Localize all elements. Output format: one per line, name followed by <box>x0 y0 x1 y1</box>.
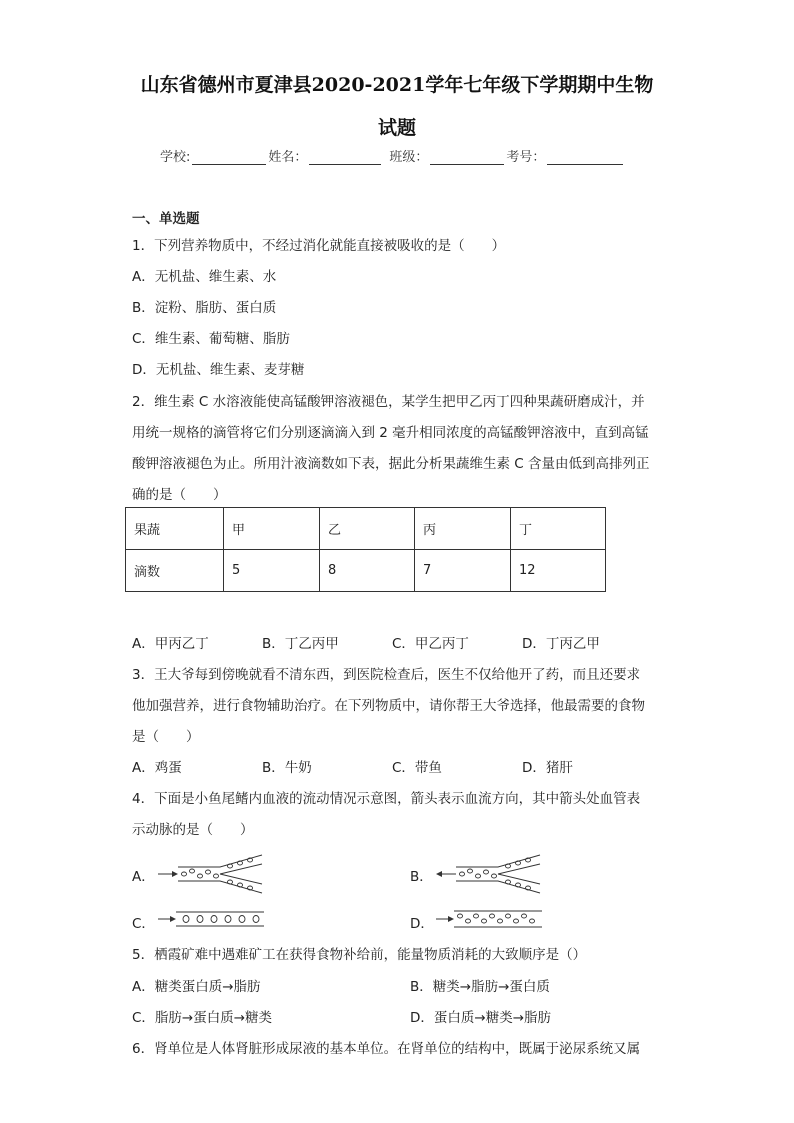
q2-stem-line2: 用统一规格的滴管将它们分别逐滴滴入到 2 毫升相同浓度的高锰酸钾溶液中，直到高锰 <box>132 425 649 441</box>
exam-no-blank <box>547 150 623 165</box>
name-label: 姓名： <box>268 150 308 165</box>
school-label: 学校: <box>160 150 191 165</box>
q6-stem: 6．肾单位是人体肾脏形成尿液的基本单位。在肾单位的结构中，既属于泌尿系统又属 <box>132 1041 641 1057</box>
table-cell: 乙 <box>320 508 415 550</box>
q4-diagram-a-branching-vessel <box>156 852 268 896</box>
q4-option-c: C． <box>132 916 155 932</box>
q3-option-d: D．猪肝 <box>522 760 573 776</box>
q2-stem-line1: 2．维生素 C 水溶液能使高锰酸钾溶液褪色，某学生把甲乙丙丁四种果蔬研磨成汁，并 <box>132 394 645 410</box>
q4-stem-line1: 4．下面是小鱼尾鳍内血液的流动情况示意图，箭头表示血流方向，其中箭头处血管表 <box>132 791 641 807</box>
q3-options <box>132 756 652 776</box>
name-blank <box>309 150 381 165</box>
section-title: 一、单选题 <box>132 211 200 227</box>
q3-stem-line1: 3．王大爷每到傍晚就看不清东西，到医院检查后，医生不仅给他开了药，而且还要求 <box>132 667 641 683</box>
q4-option-d: D． <box>410 916 434 932</box>
q5-option-a: A．糖类蛋白质→脂肪 <box>132 979 261 995</box>
q2-option-a: A．甲丙乙丁 <box>132 636 209 652</box>
q4-option-a: A． <box>132 869 155 885</box>
q2-stem-line3: 酸钾溶液褪色为止。所用汁液滴数如下表，据此分析果蔬维生素 C 含量由低到高排列正 <box>132 456 650 472</box>
table-cell: 5 <box>224 550 320 592</box>
q2-options <box>132 632 652 652</box>
table-cell: 甲 <box>224 508 320 550</box>
q1-option-b: B．淀粉、脂肪、蛋白质 <box>132 300 277 316</box>
q1-option-a: A．无机盐、维生素、水 <box>132 269 277 285</box>
exam-title-line1: 山东省德州市夏津县2020-2021学年七年级下学期期中生物 <box>140 74 654 96</box>
q2-option-d: D．丁丙乙甲 <box>522 636 600 652</box>
q2-option-c: C．甲乙丙丁 <box>392 636 469 652</box>
q5-stem: 5．栖霞矿难中遇难矿工在获得食物补给前，能量物质消耗的大致顺序是（） <box>132 947 587 963</box>
q1-option-c: C．维生素、葡萄糖、脂肪 <box>132 331 290 347</box>
q3-stem-line3: 是（ ） <box>132 729 200 745</box>
student-info-row <box>160 146 625 165</box>
q2-stem-line4: 确的是（ ） <box>132 487 227 503</box>
class-blank <box>430 150 504 165</box>
q5-option-d: D．蛋白质→糖类→脂肪 <box>410 1010 552 1026</box>
q1-stem: 1．下列营养物质中，不经过消化就能直接被吸收的是（ ） <box>132 238 506 254</box>
class-label: 班级： <box>389 150 429 165</box>
q3-option-a: A．鸡蛋 <box>132 760 182 776</box>
table-cell: 7 <box>415 550 511 592</box>
q4-diagram-b-converging-vessel <box>434 852 546 896</box>
table-row <box>126 550 606 592</box>
q4-stem-line2: 示动脉的是（ ） <box>132 822 254 838</box>
q2-data-table <box>125 507 606 592</box>
table-cell: 8 <box>320 550 415 592</box>
q5-option-c: C．脂肪→蛋白质→糖类 <box>132 1010 273 1026</box>
q2-option-b: B．丁乙丙甲 <box>262 636 339 652</box>
school-blank <box>192 150 266 165</box>
q3-stem-line2: 他加强营养，进行食物辅助治疗。在下列物质中，请你帮王大爷选择，他最需要的食物 <box>132 698 645 714</box>
table-cell: 丁 <box>511 508 606 550</box>
table-cell: 丙 <box>415 508 511 550</box>
exam-title-line2: 试题 <box>377 117 416 139</box>
q4-diagram-d-straight-vessel <box>434 908 546 930</box>
q3-option-c: C．带鱼 <box>392 760 442 776</box>
exam-no-label: 考号： <box>506 150 546 165</box>
table-row <box>126 508 606 550</box>
table-cell: 滴数 <box>126 550 224 592</box>
q3-option-b: B．牛奶 <box>262 760 312 776</box>
q5-option-b: B．糖类→脂肪→蛋白质 <box>410 979 550 995</box>
q1-option-d: D．无机盐、维生素、麦芽糖 <box>132 362 305 378</box>
q4-diagram-c-capillary <box>156 908 268 930</box>
table-cell: 12 <box>511 550 606 592</box>
table-cell: 果蔬 <box>126 508 224 550</box>
q4-option-b: B． <box>410 869 433 885</box>
